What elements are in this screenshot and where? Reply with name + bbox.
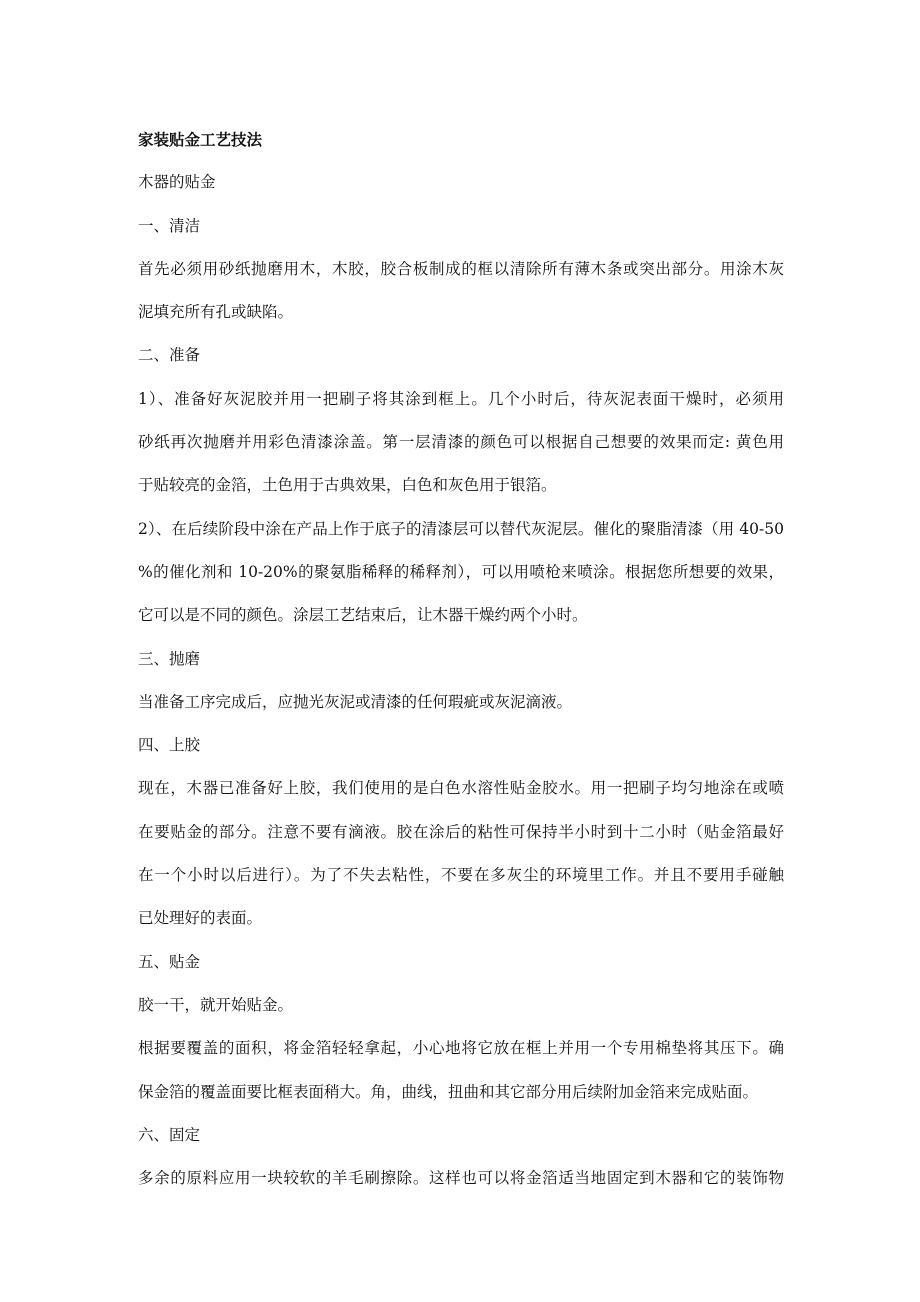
paragraph-line: 保金箔的覆盖面要比框表面稍大。角，曲线，扭曲和其它部分用后续附加金箔来完成贴面。 <box>138 1082 759 1101</box>
section-heading: 三、抛磨 <box>138 649 201 668</box>
paragraph-line: 2）、在后续阶段中涂在产品上作于底子的清漆层可以替代灰泥层。催化的聚脂清漆（用 40-50 <box>138 519 784 538</box>
paragraph-line: 泥填充所有孔或缺陷。 <box>138 303 294 322</box>
paragraph-line: 首先必须用砂纸抛磨用木，木胶，胶合板制成的框以清除所有薄木条或突出部分。用涂木灰 <box>138 259 784 278</box>
paragraph-line: 多余的原料应用一块较软的羊毛刷擦除。这样也可以将金箔适当地固定到木器和它的装饰物 <box>138 1169 784 1188</box>
section-heading: 五、贴金 <box>138 952 201 971</box>
paragraph-line: 它可以是不同的颜色。涂层工艺结束后，让木器干燥约两个小时。 <box>138 606 588 625</box>
paragraph-line: 现在，木器已准备好上胶，我们使用的是白色水溶性贴金胶水。用一把刷子均匀地涂在或喷 <box>138 779 784 798</box>
paragraph-line: 砂纸再次抛磨并用彩色清漆涂盖。第一层清漆的颜色可以根据自己想要的效果而定: 黄色用 <box>138 433 784 452</box>
paragraph-line: 已处理好的表面。 <box>138 909 263 928</box>
paragraph-line: 在一个小时以后进行）。为了不失去粘性，不要在多灰尘的环境里工作。并且不要用手碰触 <box>138 866 784 885</box>
section-heading: 二、准备 <box>138 346 201 365</box>
document-subtitle: 木器的贴金 <box>138 173 216 192</box>
document-title: 家装贴金工艺技法 <box>138 130 263 149</box>
paragraph-line: 在要贴金的部分。注意不要有滴液。胶在涂后的粘性可保持半小时到十二小时（贴金箔最好 <box>138 822 784 841</box>
document-page <box>138 118 784 1200</box>
section-heading: 六、固定 <box>138 1125 201 1144</box>
paragraph-line: 当准备工序完成后，应抛光灰泥或清漆的任何瑕疵或灰泥滴液。 <box>138 692 573 711</box>
paragraph-line: 根据要覆盖的面积，将金箔轻轻拿起，小心地将它放在框上并用一个专用棉垫将其压下。确 <box>138 1039 784 1058</box>
paragraph-line: 1）、准备好灰泥胶并用一把刷子将其涂到框上。几个小时后，待灰泥表面干燥时，必须用 <box>138 389 784 408</box>
section-heading: 四、上胶 <box>138 736 201 755</box>
paragraph-line: %的催化剂和 10-20%的聚氨脂稀释的稀释剂），可以用喷枪来喷涂。根据您所想要的效果， <box>138 562 784 581</box>
paragraph-line: 于贴较亮的金箔，土色用于古典效果，白色和灰色用于银箔。 <box>138 476 557 495</box>
section-heading: 一、清洁 <box>138 216 201 235</box>
paragraph-line: 胶一干，就开始贴金。 <box>138 995 294 1014</box>
